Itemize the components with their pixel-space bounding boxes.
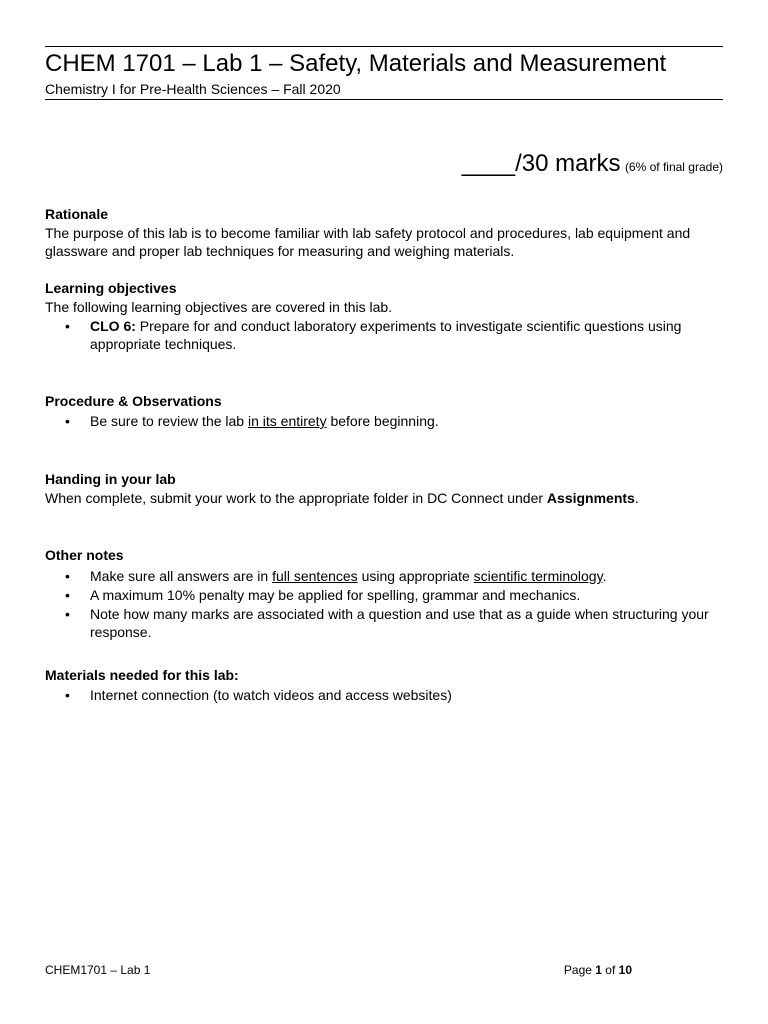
page-current: 1: [595, 963, 602, 977]
note1-underlined-1: full sentences: [272, 568, 358, 584]
page-of: of: [601, 963, 619, 977]
note1-b: using appropriate: [357, 568, 474, 584]
header-top-rule: [45, 46, 723, 47]
handing-in-after: .: [634, 490, 639, 506]
other-notes-heading: Other notes: [45, 547, 124, 563]
materials-list: [45, 686, 725, 705]
bullet-icon: •: [65, 687, 70, 703]
learning-objectives-intro: The following learning objectives are covered in this lab.: [45, 299, 393, 315]
note1-a: Make sure all answers are in: [90, 568, 273, 584]
note2-text: A maximum 10% penalty may be applied for spelling, grammar and mechanics.: [90, 587, 581, 603]
procedure-heading: Procedure & Observations: [45, 393, 222, 409]
procedure-text-after: before beginning.: [326, 413, 439, 429]
list-item: [45, 567, 725, 585]
list-item: [45, 586, 725, 604]
learning-objectives-list: [45, 317, 725, 354]
handing-in-bold: Assignments: [546, 490, 635, 506]
procedure-text-underlined: in its entirety: [247, 413, 327, 429]
bullet-icon: •: [65, 568, 70, 584]
handing-in-text: [45, 489, 725, 507]
bullet-icon: •: [65, 413, 70, 429]
list-item: [45, 605, 725, 641]
note1-underlined-2: scientific terminology: [473, 568, 603, 584]
bullet-icon: •: [65, 606, 70, 622]
marks-line: [462, 150, 723, 178]
list-item: [45, 686, 725, 704]
document-title: CHEM 1701 – Lab 1 – Safety, Materials and Measurement: [45, 50, 667, 77]
materials-heading: Materials needed for this lab:: [45, 667, 239, 683]
header-bottom-rule: [45, 99, 723, 100]
other-notes-list: [45, 567, 725, 642]
document-subtitle: Chemistry I for Pre-Health Sciences – Fall 2020: [45, 81, 341, 97]
list-item: [45, 412, 725, 430]
rationale-text: The purpose of this lab is to become familiar with lab safety protocol and procedures, lab equipment and glassware and proper lab techniques for measuring and weighing materials.: [45, 225, 691, 259]
materials-item-text: Internet connection (to watch videos and access websites): [90, 687, 452, 703]
footer-page-number: [564, 963, 632, 977]
note1-c: .: [602, 568, 607, 584]
marks-blank: ____: [461, 150, 516, 177]
marks-total: /30 marks: [515, 150, 621, 177]
clo-label: CLO 6:: [90, 318, 136, 334]
bullet-icon: •: [65, 318, 70, 334]
handing-in-before: When complete, submit your work to the appropriate folder in DC Connect under: [45, 490, 547, 506]
clo-text: Prepare for and conduct laboratory experiments to investigate scientific questions using appropriate techniques.: [90, 318, 682, 352]
bullet-icon: •: [65, 587, 70, 603]
page-total: 10: [618, 963, 632, 977]
marks-note: (6% of final grade): [624, 160, 723, 174]
footer-course: CHEM1701 – Lab 1: [45, 963, 151, 977]
page-prefix: Page: [563, 963, 596, 977]
procedure-list: [45, 412, 725, 431]
learning-objectives-heading: Learning objectives: [45, 280, 177, 296]
procedure-text-before: Be sure to review the lab: [90, 413, 248, 429]
handing-in-heading: Handing in your lab: [45, 471, 176, 487]
list-item: [45, 317, 725, 353]
note3-text: Note how many marks are associated with a question and use that as a guide when structuring your response.: [90, 606, 709, 640]
rationale-heading: Rationale: [45, 206, 109, 222]
